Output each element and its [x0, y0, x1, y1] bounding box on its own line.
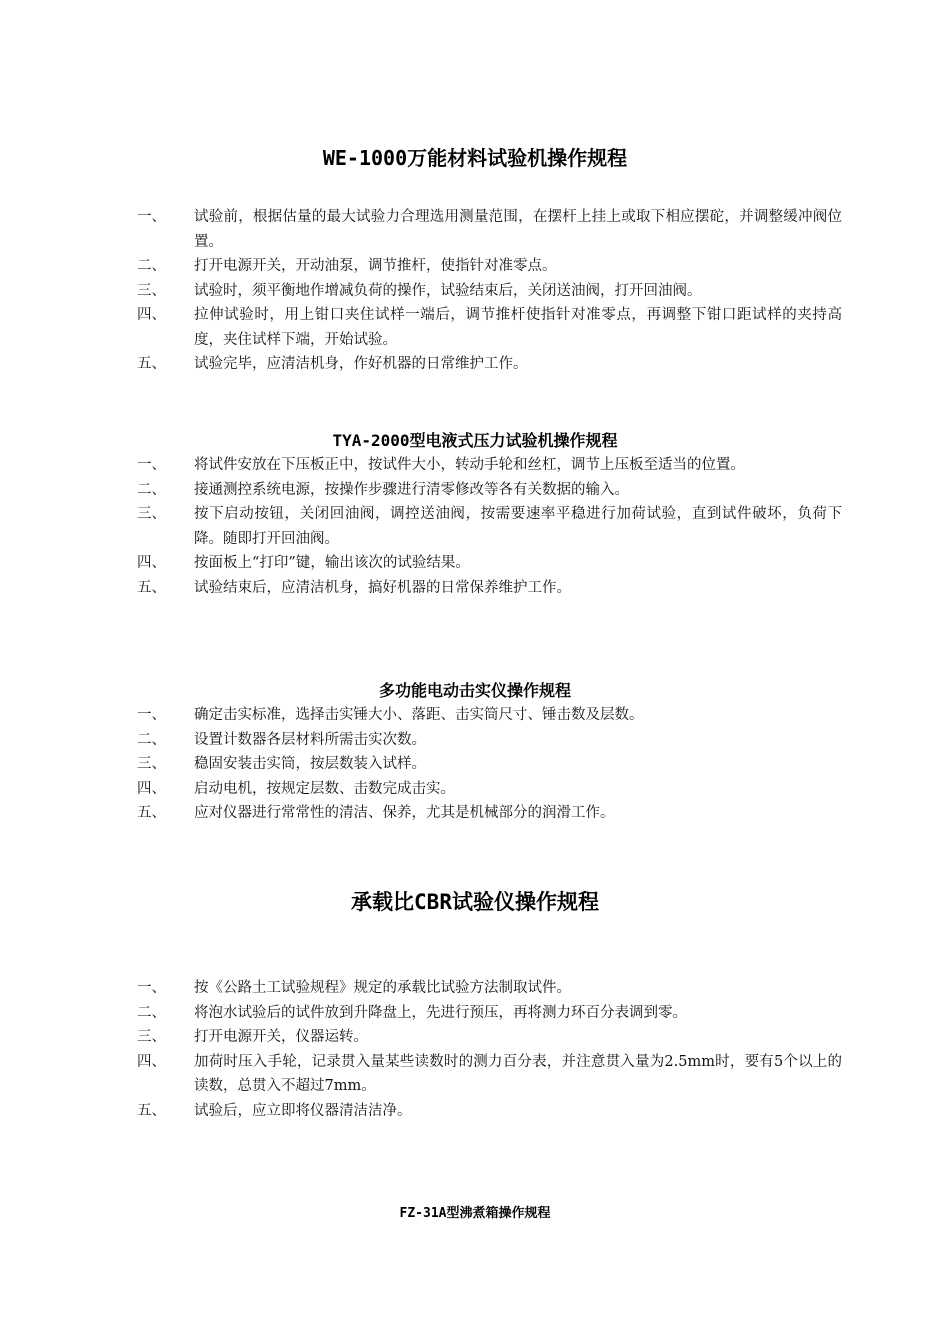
list-item — [137, 777, 842, 802]
item-text: 拉伸试验时，用上钳口夹住试样一端后，调节推杆使指针对准零点，再调整下钳口距试样的夹持高度，夹住试样下端，开始试验。 — [194, 307, 842, 348]
list-item — [137, 1025, 842, 1050]
item-text: 将试件安放在下压板正中，按试件大小，转动手轮和丝杠，调节上压板至适当的位置。 — [194, 457, 745, 473]
section-title-cbr: 承载比CBR试验仪操作规程 — [351, 890, 599, 914]
item-number: 四、 — [137, 1053, 166, 1070]
list-item — [137, 352, 842, 377]
list-item — [137, 752, 842, 777]
item-text: 试验完毕，应清洁机身，作好机器的日常维护工作。 — [194, 356, 528, 372]
procedure-list-cbr — [137, 976, 842, 1123]
item-number: 一、 — [137, 707, 166, 723]
item-text: 打开电源开关，开动油泵，调节推杆，使指针对准零点。 — [194, 258, 557, 274]
list-item — [137, 728, 842, 753]
section-title-fz31a: FZ-31A型沸煮箱操作规程 — [399, 1206, 551, 1221]
list-item — [137, 801, 842, 826]
item-text: 试验结束后，应清洁机身，搞好机器的日常保养维护工作。 — [194, 579, 571, 596]
item-number: 一、 — [137, 980, 166, 996]
item-text: 加荷时压入手轮，记录贯入量某些读数时的测力百分表，并注意贯入量为2.5mm时，要有5个以上的读数，总贯入不超过7mm。 — [194, 1053, 842, 1094]
item-text: 按《公路土工试验规程》规定的承载比试验方法制取试件。 — [194, 980, 571, 996]
item-text: 试验前，根据估量的最大试验力合理选用测量范围，在摆杆上挂上或取下相应摆砣，并调整缓冲阀位置。 — [194, 209, 842, 250]
item-text: 设置计数器各层材料所需击实次数。 — [194, 731, 426, 748]
item-number: 二、 — [137, 481, 166, 498]
item-text: 启动电机，按规定层数、击数完成击实。 — [194, 780, 455, 797]
list-item — [137, 453, 842, 478]
procedure-list-compactor — [137, 703, 842, 826]
item-number: 三、 — [137, 282, 166, 299]
item-number: 五、 — [137, 805, 166, 821]
list-item — [137, 254, 842, 279]
item-number: 五、 — [137, 579, 166, 596]
item-text: 接通测控系统电源，按操作步骤进行清零修改等各有关数据的输入。 — [194, 481, 629, 498]
item-text: 打开电源开关，仪器运转。 — [194, 1029, 368, 1045]
item-number: 一、 — [137, 209, 166, 225]
list-item — [137, 279, 842, 304]
list-item — [137, 576, 842, 601]
list-item — [137, 1099, 842, 1124]
list-item — [137, 478, 842, 503]
procedure-list-we1000 — [137, 205, 842, 377]
section-title-we1000: WE-1000万能材料试验机操作规程 — [322, 146, 628, 170]
item-text: 确定击实标准，选择击实锤大小、落距、击实筒尺寸、锤击数及层数。 — [194, 707, 644, 723]
item-number: 五、 — [137, 356, 166, 372]
item-number: 三、 — [137, 756, 166, 772]
list-item — [137, 551, 842, 576]
item-number: 五、 — [137, 1102, 166, 1119]
item-text: 稳固安装击实筒，按层数装入试样。 — [194, 756, 426, 772]
item-number: 三、 — [137, 506, 166, 522]
list-item — [137, 976, 842, 1001]
list-item — [137, 205, 842, 254]
item-number: 四、 — [137, 780, 166, 797]
item-number: 二、 — [137, 1004, 166, 1021]
section-title-tya2000: TYA-2000型电液式压力试验机操作规程 — [332, 431, 618, 450]
item-number: 四、 — [137, 307, 166, 323]
item-number: 一、 — [137, 457, 166, 473]
list-item — [137, 303, 842, 352]
item-number: 三、 — [137, 1029, 166, 1045]
list-item — [137, 1001, 842, 1026]
procedure-list-tya2000 — [137, 453, 842, 600]
item-text: 按下启动按钮，关闭回油阀，调控送油阀，按需要速率平稳进行加荷试验，直到试件破坏，负荷下降。随即打开回油阀。 — [194, 506, 842, 547]
item-text: 按面板上“打印”键，输出该次的试验结果。 — [194, 555, 470, 571]
item-text: 试验后，应立即将仪器清洁洁净。 — [194, 1102, 412, 1119]
item-number: 四、 — [137, 555, 166, 571]
list-item — [137, 502, 842, 551]
item-number: 二、 — [137, 731, 166, 748]
list-item — [137, 703, 842, 728]
item-number: 二、 — [137, 258, 166, 274]
list-item — [137, 1050, 842, 1099]
section-title-compactor: 多功能电动击实仪操作规程 — [378, 681, 571, 700]
item-text: 应对仪器进行常常性的清洁、保养，尤其是机械部分的润滑工作。 — [194, 805, 615, 821]
item-text: 试验时，须平衡地作增减负荷的操作，试验结束后，关闭送油阀，打开回油阀。 — [194, 282, 702, 299]
item-text: 将泡水试验后的试件放到升降盘上，先进行预压，再将测力环百分表调到零。 — [194, 1004, 687, 1021]
